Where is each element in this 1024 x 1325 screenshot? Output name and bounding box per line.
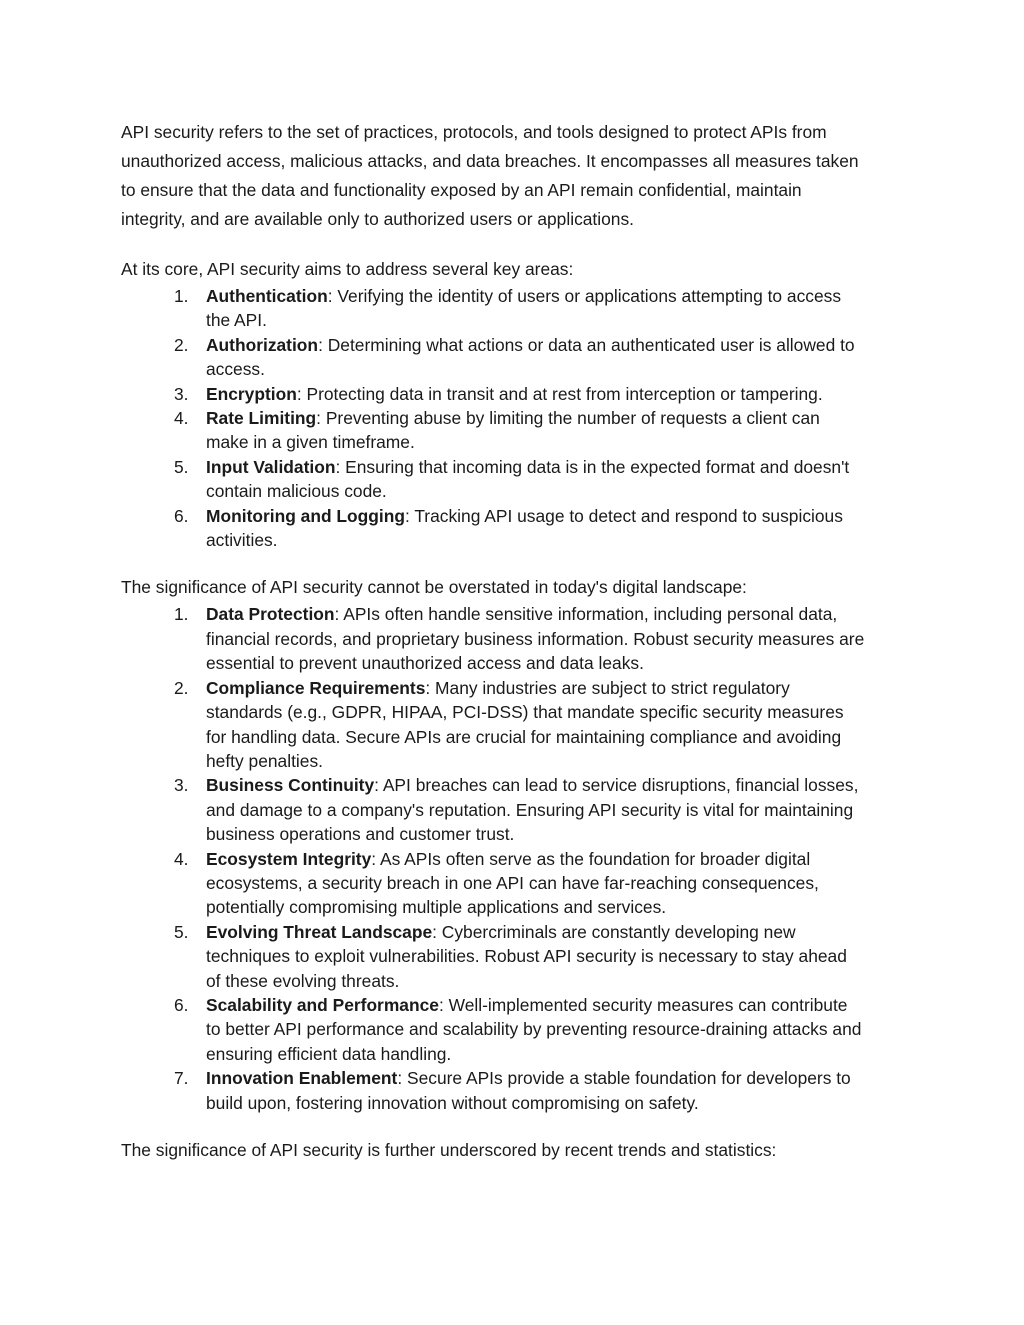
list-term: Compliance Requirements xyxy=(206,677,426,698)
list-text: of these evolving threats. xyxy=(206,970,400,991)
list-item xyxy=(121,455,911,504)
list-term: Evolving Threat Landscape xyxy=(206,921,433,942)
list-text: : Determining what actions or data an authenticated user is allowed to xyxy=(318,334,855,355)
list-item xyxy=(121,284,911,333)
list-text: : API breaches can lead to service disruptions, financial losses, xyxy=(374,775,859,796)
list-term: Input Validation xyxy=(206,456,336,477)
intro-line: integrity, and are available only to authorized users or applications. xyxy=(121,209,634,229)
list-text: : Protecting data in transit and at rest from interception or tampering. xyxy=(296,383,823,404)
trends-intro: The significance of API security is further underscored by recent trends and statistics: xyxy=(121,1140,777,1160)
list-item xyxy=(121,382,911,406)
list-item xyxy=(121,993,911,1066)
list-item xyxy=(121,504,911,553)
list-number: 3. xyxy=(174,383,189,404)
list-text: : Many industries are subject to strict regulatory xyxy=(425,677,790,698)
significance-intro: The significance of API security cannot be overstated in today's digital landscape: xyxy=(121,577,747,598)
list-text: contain malicious code. xyxy=(206,481,387,502)
list-text: : Well-implemented security measures can contribute xyxy=(438,994,848,1015)
list-term: Authorization xyxy=(206,334,319,355)
list-text: ensuring efficient data handling. xyxy=(206,1043,452,1064)
list-number: 5. xyxy=(174,921,189,942)
list-number: 4. xyxy=(174,848,189,869)
list-text: ecosystems, a security breach in one API can have far-reaching consequences, xyxy=(206,872,819,893)
list-item xyxy=(121,1066,911,1115)
significance-list xyxy=(121,602,911,1115)
key-areas-list xyxy=(121,284,911,552)
list-number: 1. xyxy=(174,604,189,625)
list-item xyxy=(121,676,911,774)
list-text: techniques to exploit vulnerabilities. Robust API security is necessary to stay ahead xyxy=(206,946,847,967)
list-text: the API. xyxy=(206,310,267,331)
list-item xyxy=(121,333,911,382)
list-term: Innovation Enablement xyxy=(206,1068,398,1089)
list-text: potentially compromising multiple applications and services. xyxy=(206,897,667,918)
intro-line: to ensure that the data and functionality exposed by an API remain confidential, maintain xyxy=(121,180,802,200)
list-item xyxy=(121,847,911,920)
list-term: Rate Limiting xyxy=(206,408,317,429)
list-text: standards (e.g., GDPR, HIPAA, PCI-DSS) that mandate specific security measures xyxy=(206,702,844,723)
list-text: access. xyxy=(206,359,265,380)
list-number: 4. xyxy=(174,408,189,429)
list-text: make in a given timeframe. xyxy=(206,432,415,453)
list-item xyxy=(121,602,911,675)
list-number: 2. xyxy=(174,334,189,355)
list-text: financial records, and proprietary business information. Robust security measures are xyxy=(206,628,865,649)
intro-line: unauthorized access, malicious attacks, and data breaches. It encompasses all measures taken xyxy=(121,151,859,171)
list-term: Scalability and Performance xyxy=(206,994,439,1015)
list-term: Data Protection xyxy=(206,604,335,625)
list-text: and damage to a company's reputation. Ensuring API security is vital for maintaining xyxy=(206,799,854,820)
list-text: : Verifying the identity of users or applications attempting to access xyxy=(327,286,842,306)
list-term: Encryption xyxy=(206,383,297,404)
list-number: 7. xyxy=(174,1068,189,1089)
list-number: 3. xyxy=(174,775,189,796)
list-text: build upon, fostering innovation without compromising on safety. xyxy=(206,1092,699,1113)
intro-paragraph xyxy=(121,118,911,234)
list-text: activities. xyxy=(206,530,278,551)
list-item xyxy=(121,406,911,455)
list-text: essential to prevent unauthorized access and data leaks. xyxy=(206,653,644,674)
list-text: business operations and customer trust. xyxy=(206,824,515,845)
list-item xyxy=(121,773,911,846)
list-text: : Ensuring that incoming data is in the expected format and doesn't xyxy=(335,456,850,477)
list-term: Ecosystem Integrity xyxy=(206,848,372,869)
list-text: for handling data. Secure APIs are crucial for maintaining compliance and avoiding xyxy=(206,726,842,747)
intro-line: API security refers to the set of practices, protocols, and tools designed to protect APIs from xyxy=(121,122,827,142)
list-text: : Cybercriminals are constantly developing new xyxy=(432,921,796,942)
list-item xyxy=(121,920,911,993)
list-number: 6. xyxy=(174,994,189,1015)
list-number: 5. xyxy=(174,456,189,477)
list-text: : As APIs often serve as the foundation for broader digital xyxy=(371,848,811,869)
list-text: : Tracking API usage to detect and respond to suspicious xyxy=(404,505,843,526)
list-text: : Preventing abuse by limiting the number of requests a client can xyxy=(316,408,820,429)
list-term: Authentication xyxy=(206,286,328,306)
list-number: 6. xyxy=(174,505,189,526)
list-text: hefty penalties. xyxy=(206,750,323,771)
list-number: 1. xyxy=(174,286,189,306)
list-text: : APIs often handle sensitive information, including personal data, xyxy=(334,604,838,625)
list-number: 2. xyxy=(174,677,189,698)
key-areas-intro: At its core, API security aims to address several key areas: xyxy=(121,259,574,279)
list-term: Business Continuity xyxy=(206,775,375,796)
list-text: to better API performance and scalability by preventing resource-draining attacks and xyxy=(206,1019,862,1040)
list-text: : Secure APIs provide a stable foundation for developers to xyxy=(397,1068,851,1089)
document-page xyxy=(121,118,911,1165)
list-term: Monitoring and Logging xyxy=(206,505,405,526)
